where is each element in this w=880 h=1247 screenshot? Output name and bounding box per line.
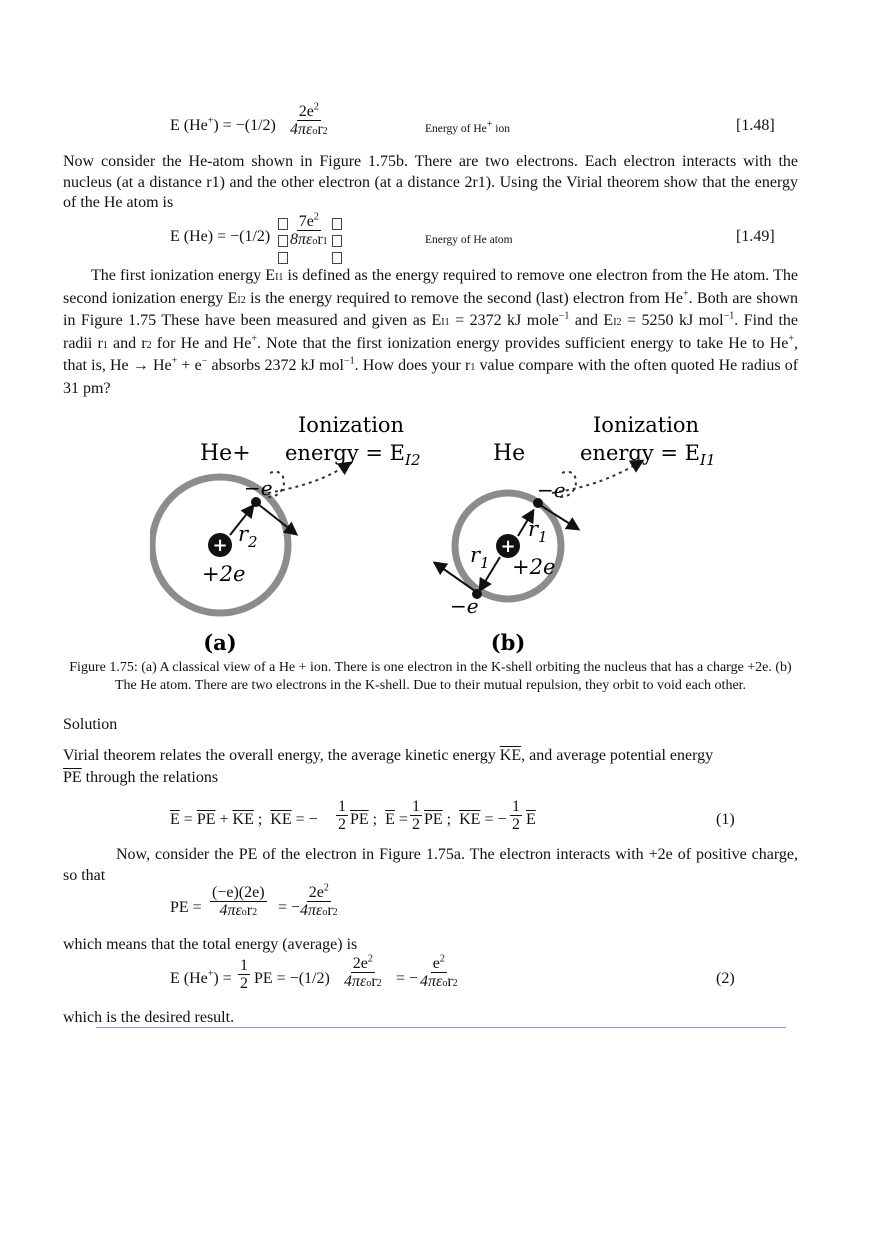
equation-1: $\overline{E} = \overline{PE} + \overline{KE}$ ; $\overline{KE}$ = − $\frac{1}{2}$ $\overline{PE}$ ; $\overline{E}$ = $\frac{1}{2}$ $\overline{PE}$ ; $\overline{KE}$ = − $\frac{1}{2}$ $\overline{E}$ (1) (170, 798, 735, 833)
svg-text:+: + (212, 535, 228, 556)
panel-a-label: (a) (203, 630, 237, 655)
ionization-label: Ionization (298, 413, 405, 437)
equation-number: (1) (716, 811, 735, 828)
equation-number: [1.48] (736, 117, 775, 134)
nucleus-charge-label: +2e (512, 555, 556, 579)
he-label: He (493, 441, 526, 466)
paragraph-pe: Now, consider the PE of the electron in Figure 1.75a. The electron interacts with +2e of positive charge, so that (63, 846, 798, 884)
equation-pe: PE = (−e)(2e) 4πεor2 = − $2e^2$ 4πεor2 (170, 882, 338, 919)
equation-label: Energy of He+ ion (425, 119, 510, 135)
paragraph-ionization: The first ionization energy EI1 is defined as the energy required to remove one electron from the He atom. The second ionization energy EI2 is the energy required to remove the second (last) electron from He+. Both are shown in Figure 1.75 These have been measured and given as EI1 = 2372 kJ mole$^{-1}$ and EI2 = 5250 kJ mol$^{-1}$. Find the radii r1 and r2 for He and He+. Note that the first ionization energy provides sufficient energy to take He to He+, that is, He → He+ + e− absorbs 2372 kJ mol$^{-1}$. How does your r1 value compare with the often quoted He radius of 31 pm? (63, 267, 799, 397)
equation-number: (2) (716, 970, 735, 987)
electron-top-label: −e (537, 478, 566, 502)
ionization-path (268, 463, 350, 493)
panel-b-label: (b) (490, 630, 526, 655)
electron-label: −e (244, 476, 273, 500)
equation-label: Energy of He atom (425, 234, 513, 246)
he-plus-label: He+ (200, 441, 251, 466)
fraction: $2e^2$ 4πεor2 (290, 101, 328, 138)
radius-label-top: $r_1$ (528, 517, 548, 546)
paragraph-he-atom: Now consider the He-atom shown in Figure 1.75b. There are two electrons. Each electron interacts with the nucleus (at a distance r1) and the other electron (at a distance 2r1). Using the Virial theorem show that the energy of the He atom is (63, 153, 798, 211)
ionization-energy-label: energy = $E_{I2}$ (285, 441, 421, 469)
nucleus-charge-label: +2e (202, 562, 246, 586)
bracket-left (278, 215, 288, 266)
equation-1-49: E (He) = −(1/2) $7e^2$ 8πεor1 Energy of He atom [1.49] (170, 213, 790, 257)
figure-caption: Figure 1.75: (a) A classical view of a He + ion. There is one electron in the K-shell orbiting the nucleus that has a charge +2e. (b) The He atom. There are two electrons in the K-shell. Due to their mutual repulsion, they orbit to void each other. (69, 660, 792, 693)
equation-2: E (He+) = $\frac{1}{2}$ PE = −(1/2) $2e^2$ 4πεor2 = − $e^2$ 4πεor2 (2) (170, 953, 735, 992)
virial-paragraph: Virial theorem relates the overall energy, the average kinetic energy $\overline{KE}$, and average potential energy $\overline{PE}$ through the relations (63, 747, 714, 786)
equation-number: [1.49] (736, 228, 775, 245)
panel-b (435, 413, 715, 655)
figure-1-75 (150, 405, 750, 660)
solution-heading: Solution (63, 716, 118, 733)
electron-bottom-label: −e (450, 594, 479, 618)
ionization-label: Ionization (593, 413, 700, 437)
radius-label: $r_2$ (238, 522, 258, 551)
svg-text:+: + (500, 536, 516, 557)
panel-a (152, 413, 420, 655)
section-divider (96, 1027, 786, 1028)
radius-label-bottom: $r_1$ (470, 543, 490, 572)
paragraph-total-energy: which means that the total energy (average) is (63, 936, 358, 953)
fraction: $7e^2$ 8πεor1 (290, 211, 328, 248)
equation-1-48: E (He+) = −(1/2) $2e^2$ 4πεor2 Energy of He+ ion [1.48] (170, 101, 775, 138)
ionization-energy-label: energy = $E_{I1}$ (580, 441, 716, 469)
bracket-right (332, 215, 342, 266)
closing-sentence: which is the desired result. (63, 1009, 235, 1026)
